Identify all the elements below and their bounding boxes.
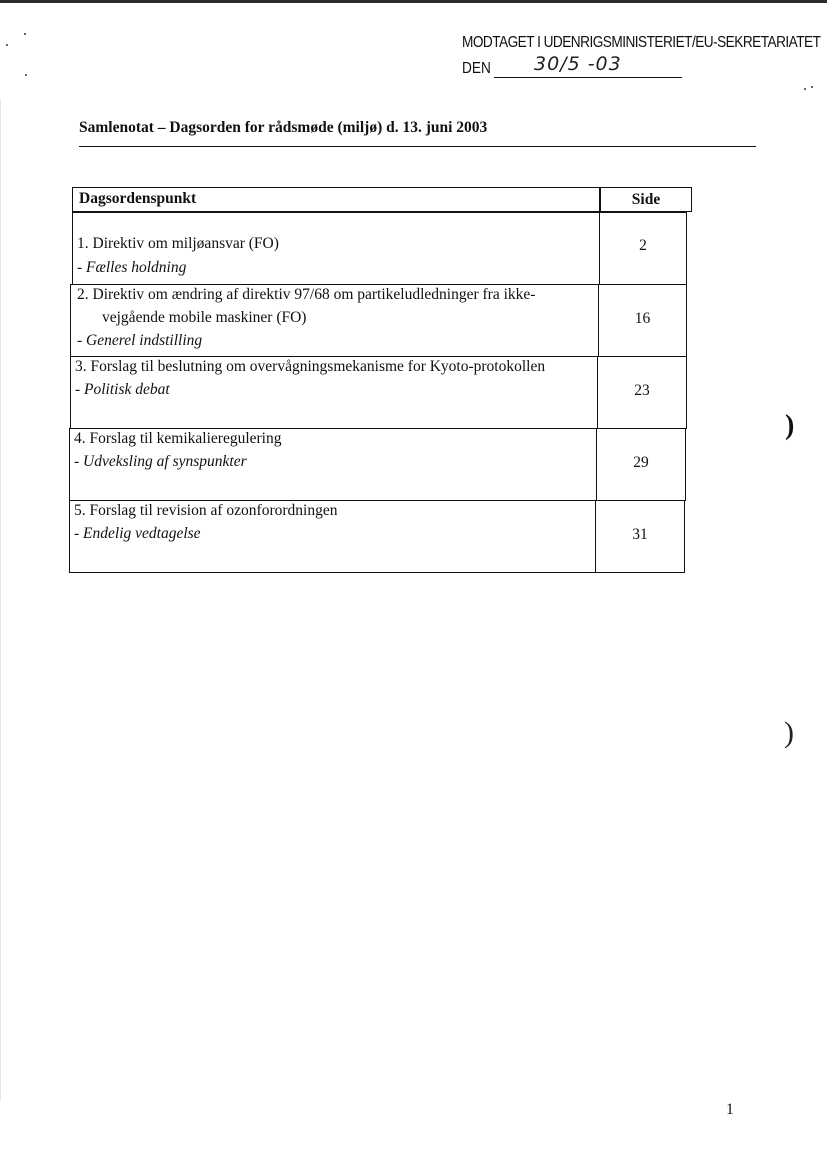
scan-left-edge [0, 100, 1, 1100]
punch-hole-mark-icon: ) [785, 410, 795, 441]
column-header-item: Dagsordenspunkt [79, 190, 197, 207]
column-header-page: Side [631, 191, 661, 208]
agenda-header-page [600, 187, 692, 212]
agenda-item-title: 3. Forslag til beslutning om overvågningsmekanisme for Kyoto-protokollen [75, 358, 546, 375]
agenda-item-1-page [599, 212, 687, 285]
agenda-item-status: - Generel indstilling [77, 332, 203, 349]
agenda-item-status: - Endelig vedtagelse [74, 525, 201, 542]
agenda-item-title: 4. Forslag til kemikalieregulering [74, 430, 282, 447]
scan-speck [24, 33, 26, 35]
agenda-item-title: 5. Forslag til revision af ozonforordningen [74, 502, 338, 519]
agenda-item-3 [70, 356, 598, 429]
scan-speck [25, 74, 27, 76]
agenda-item-4-page [596, 428, 686, 501]
agenda-item-status: - Udveksling af synspunkter [74, 453, 247, 470]
page-number: 1 [726, 1101, 734, 1118]
agenda-item-title-continued: vejgående mobile maskiner (FO) [102, 309, 307, 326]
agenda-item-5 [69, 500, 596, 573]
agenda-item-5-page [595, 500, 685, 573]
agenda-header-item [72, 187, 600, 212]
title-rule [79, 146, 756, 147]
handwritten-date: 30/5 -03 [534, 53, 622, 75]
scan-speck [6, 44, 8, 46]
agenda-item-1 [72, 212, 600, 285]
page-number-cell: 23 [634, 382, 650, 399]
received-stamp: MODTAGET I UDENRIGSMINISTERIET/EU-SEKRETARIATET [462, 34, 821, 51]
page-number-cell: 16 [634, 310, 651, 327]
agenda-item-2-page [598, 284, 687, 357]
page-number-cell: 31 [632, 526, 648, 543]
den-underline [494, 77, 682, 78]
agenda-item-3-page [597, 356, 687, 429]
punch-hole-mark-icon: ) [784, 716, 794, 749]
scan-speck [804, 88, 806, 90]
agenda-item-status: - Fælles holdning [77, 259, 187, 276]
page-number-cell: 2 [639, 237, 647, 254]
agenda-item-2 [70, 284, 599, 357]
scan-speck [811, 86, 813, 88]
agenda-item-title: 2. Direktiv om ændring af direktiv 97/68 om partikeludledninger fra ikke- [77, 286, 536, 303]
den-label: DEN [462, 60, 491, 77]
agenda-item-status: - Politisk debat [75, 381, 170, 398]
agenda-item-4 [69, 428, 597, 501]
scan-top-edge [0, 0, 827, 3]
agenda-item-title: 1. Direktiv om miljøansvar (FO) [77, 235, 279, 252]
page-number-cell: 29 [633, 454, 649, 471]
document-title: Samlenotat – Dagsorden for rådsmøde (miljø) d. 13. juni 2003 [79, 119, 488, 136]
